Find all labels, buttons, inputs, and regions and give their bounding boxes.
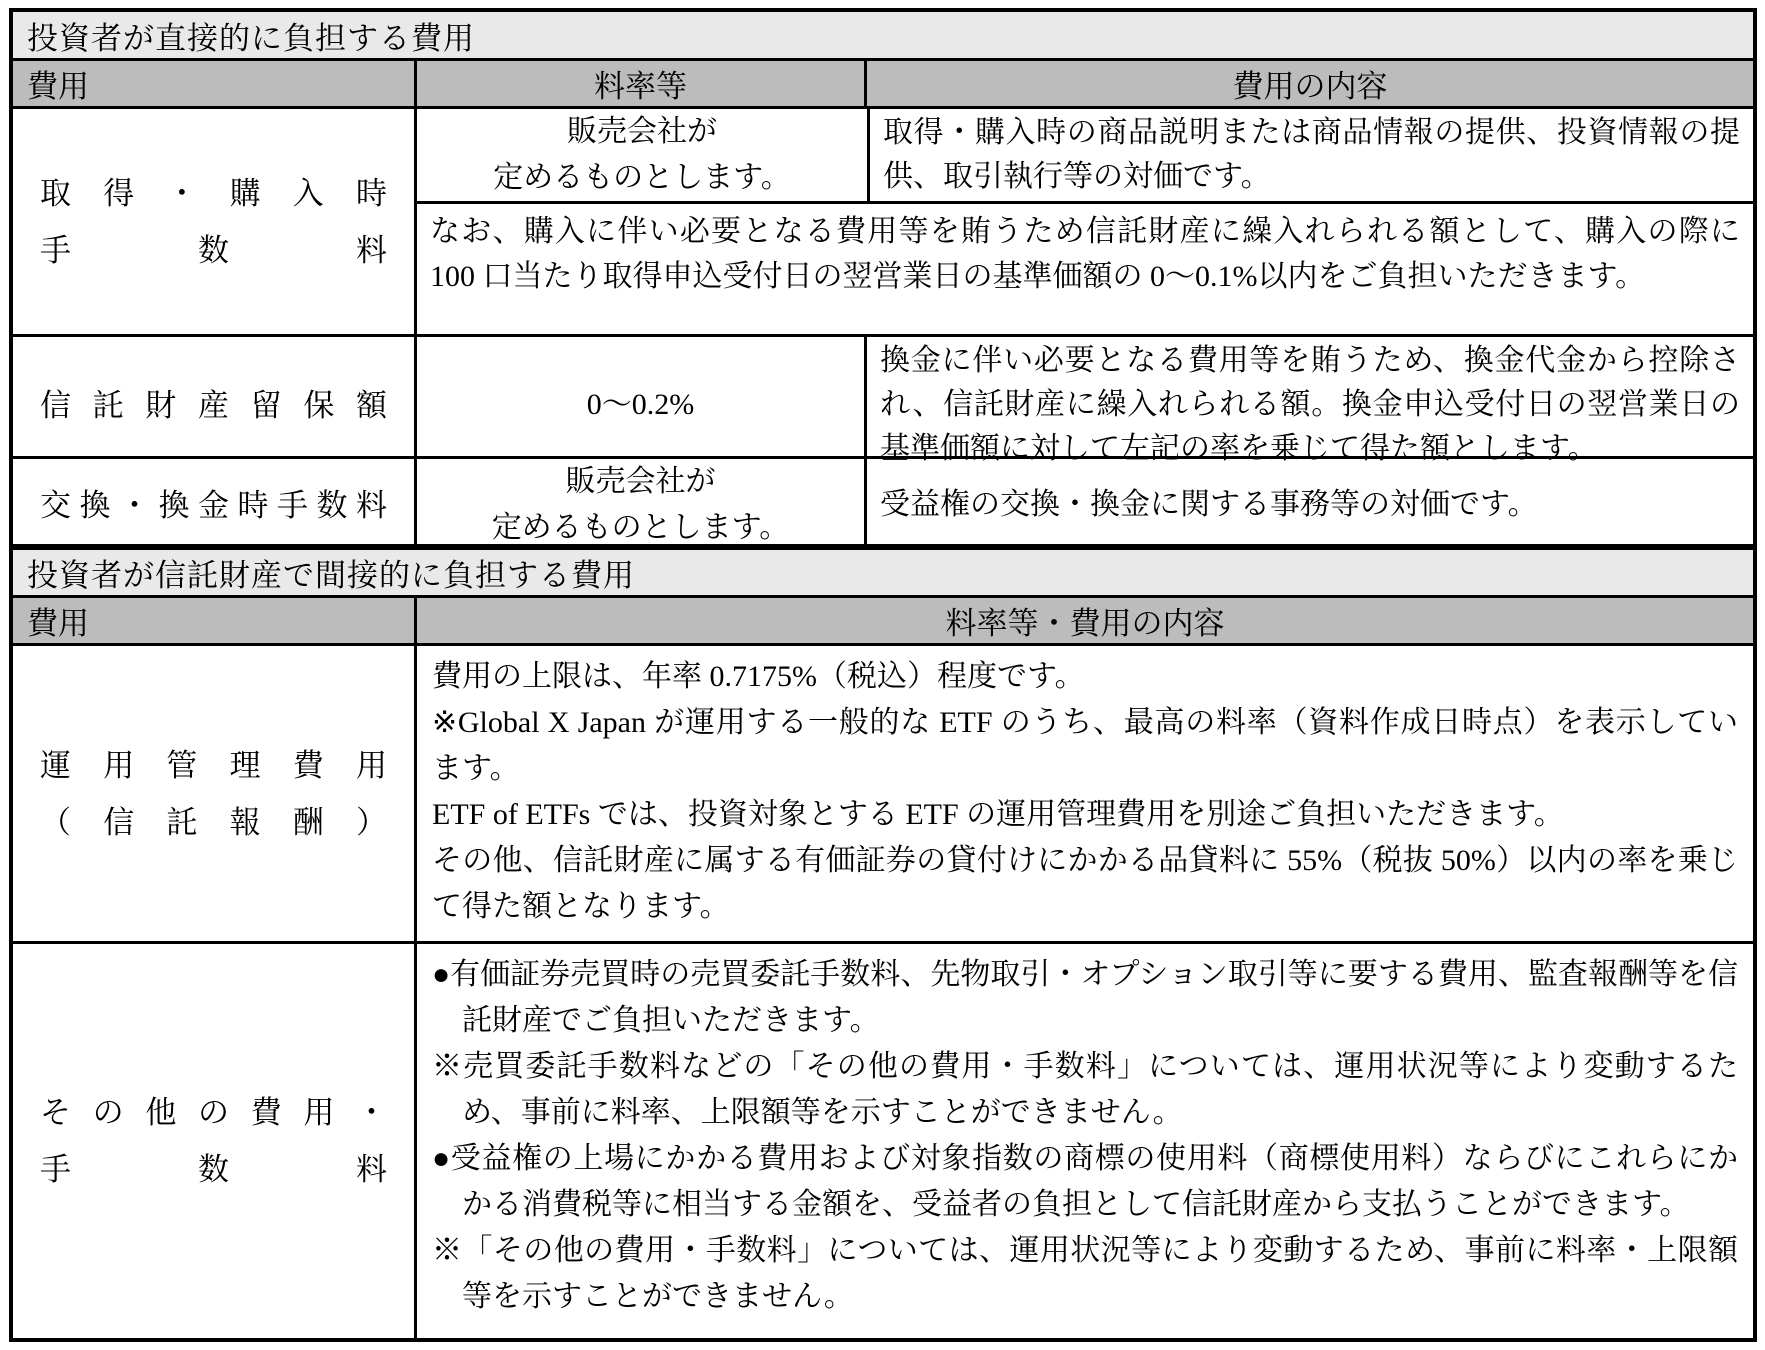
exchange-fee-label-line1: 交換・換金時手数料 (40, 487, 387, 523)
section-title-direct-fees: 投資者が直接的に負担する費用 (13, 12, 1753, 58)
management-fee-paragraph-1: 費用の上限は、年率 0.7175%（税込）程度です。 (432, 660, 1085, 693)
direct-header-rate: 料率等 (414, 61, 864, 106)
exchange-desc-cell (864, 459, 1753, 551)
acquisition-desc-text: 取得・購入時の商品説明または商品情報の提供、投資情報の提供、取引執行等の対価です。 (883, 116, 1740, 193)
management-fee-content (414, 646, 1753, 941)
management-fee-paragraph-3: ETF of ETFs では、投資対象とする ETF の運用管理費用を別途ご負担いただきます。 (432, 798, 1564, 831)
other-fees-item-2: ※売買委託手数料などの「その他の費用・手数料」については、運用状況等により変動するため、事前に料率、上限額等を示すことができません。 (432, 1050, 1738, 1129)
other-fees-item-3: ●受益権の上場にかかる費用および対象指数の商標の使用料（商標使用料）ならびにこれらにかかる消費税等に相当する金額を、受益者の負担として信託財産から支払うことができます。 (432, 1142, 1738, 1221)
other-fees-label (13, 944, 414, 1338)
row-retention-amount (13, 334, 1753, 465)
row-other-fees (13, 941, 1753, 1338)
other-fees-content (414, 944, 1753, 1338)
direct-header-row (13, 58, 1753, 106)
indirect-header-row (13, 595, 1753, 643)
acquisition-fee-label (13, 109, 414, 334)
direct-header-fee: 費用 (27, 69, 89, 104)
exchange-fee-label (13, 459, 414, 551)
row-acquisition-fee (13, 106, 1753, 334)
acquisition-rate-line2: 定めるものとします。 (493, 161, 791, 194)
indirect-header-content: 料率等・費用の内容 (414, 598, 1753, 643)
acquisition-rate-cell (417, 109, 867, 201)
acquisition-rate-line1: 販売会社が (567, 115, 717, 148)
acquisition-fee-rate-and-desc (417, 109, 1753, 201)
other-fees-item-1: ●有価証券売買時の売買委託手数料、先物取引・オプション取引等に要する費用、監査報酬等を信託財産でご負担いただきます。 (432, 958, 1738, 1037)
row-exchange-fee (13, 456, 1753, 544)
direct-header-desc: 費用の内容 (864, 61, 1753, 106)
acquisition-fee-details (414, 109, 1753, 334)
acquisition-note-cell: なお、購入に伴い必要となる費用等を賄うため信託財産に繰入れられる額として、購入の際に 100 口当たり取得申込受付日の翌営業日の基準価額の 0～0.1%以内をご負担いただきます。 (417, 201, 1753, 334)
retention-fee-label (13, 337, 414, 473)
other-fees-label-line1: その他の費用・ (40, 1095, 387, 1130)
management-fee-label-line1: 運用管理費用 (40, 747, 387, 783)
retention-desc-text: 換金に伴い必要となる費用等を賄うため、換金代金から控除され、信託財産に繰入れられる額。換金申込受付日の翌営業日の基準価額に対して左記の率を乗じて得た額とします。 (880, 344, 1740, 465)
other-fees-label-line2: 手数料 (40, 1152, 387, 1187)
acquisition-fee-label-line2: 手数料 (40, 232, 387, 268)
management-fee-label (13, 646, 414, 941)
retention-rate-value: 0～0.2% (586, 388, 695, 421)
management-fee-label-line2: （信託報酬） (40, 804, 387, 840)
exchange-desc-text: 受益権の交換・換金に関する事務等の対価です。 (880, 488, 1538, 521)
management-fee-paragraph-2: ※Global X Japan が運用する一般的な ETF のうち、最高の料率（資料作成日時点）を表示しています。 (432, 706, 1738, 785)
indirect-header-fee: 費用 (27, 606, 89, 641)
retention-fee-label-line1: 信託財産留保額 (40, 387, 387, 423)
acquisition-desc-cell (867, 109, 1753, 201)
acquisition-fee-label-line1: 取得・購入時 (40, 175, 387, 211)
retention-rate-cell (414, 337, 864, 473)
section-title-indirect-fees: 投資者が信託財産で間接的に負担する費用 (13, 544, 1753, 595)
other-fees-item-4: ※「その他の費用・手数料」については、運用状況等により変動するため、事前に料率・上限額等を示すことができません。 (432, 1234, 1738, 1313)
retention-desc-cell (864, 337, 1753, 473)
exchange-rate-line2: 定めるものとします。 (491, 511, 790, 544)
fee-table (9, 8, 1757, 1342)
management-fee-paragraph-4: その他、信託財産に属する有価証券の貸付けにかかる品貸料に 55%（税抜 50%）以内の率を乗じて得た額となります。 (432, 844, 1738, 923)
exchange-rate-line1: 販売会社が (565, 465, 716, 498)
exchange-rate-cell (414, 459, 864, 551)
row-management-fee (13, 643, 1753, 941)
